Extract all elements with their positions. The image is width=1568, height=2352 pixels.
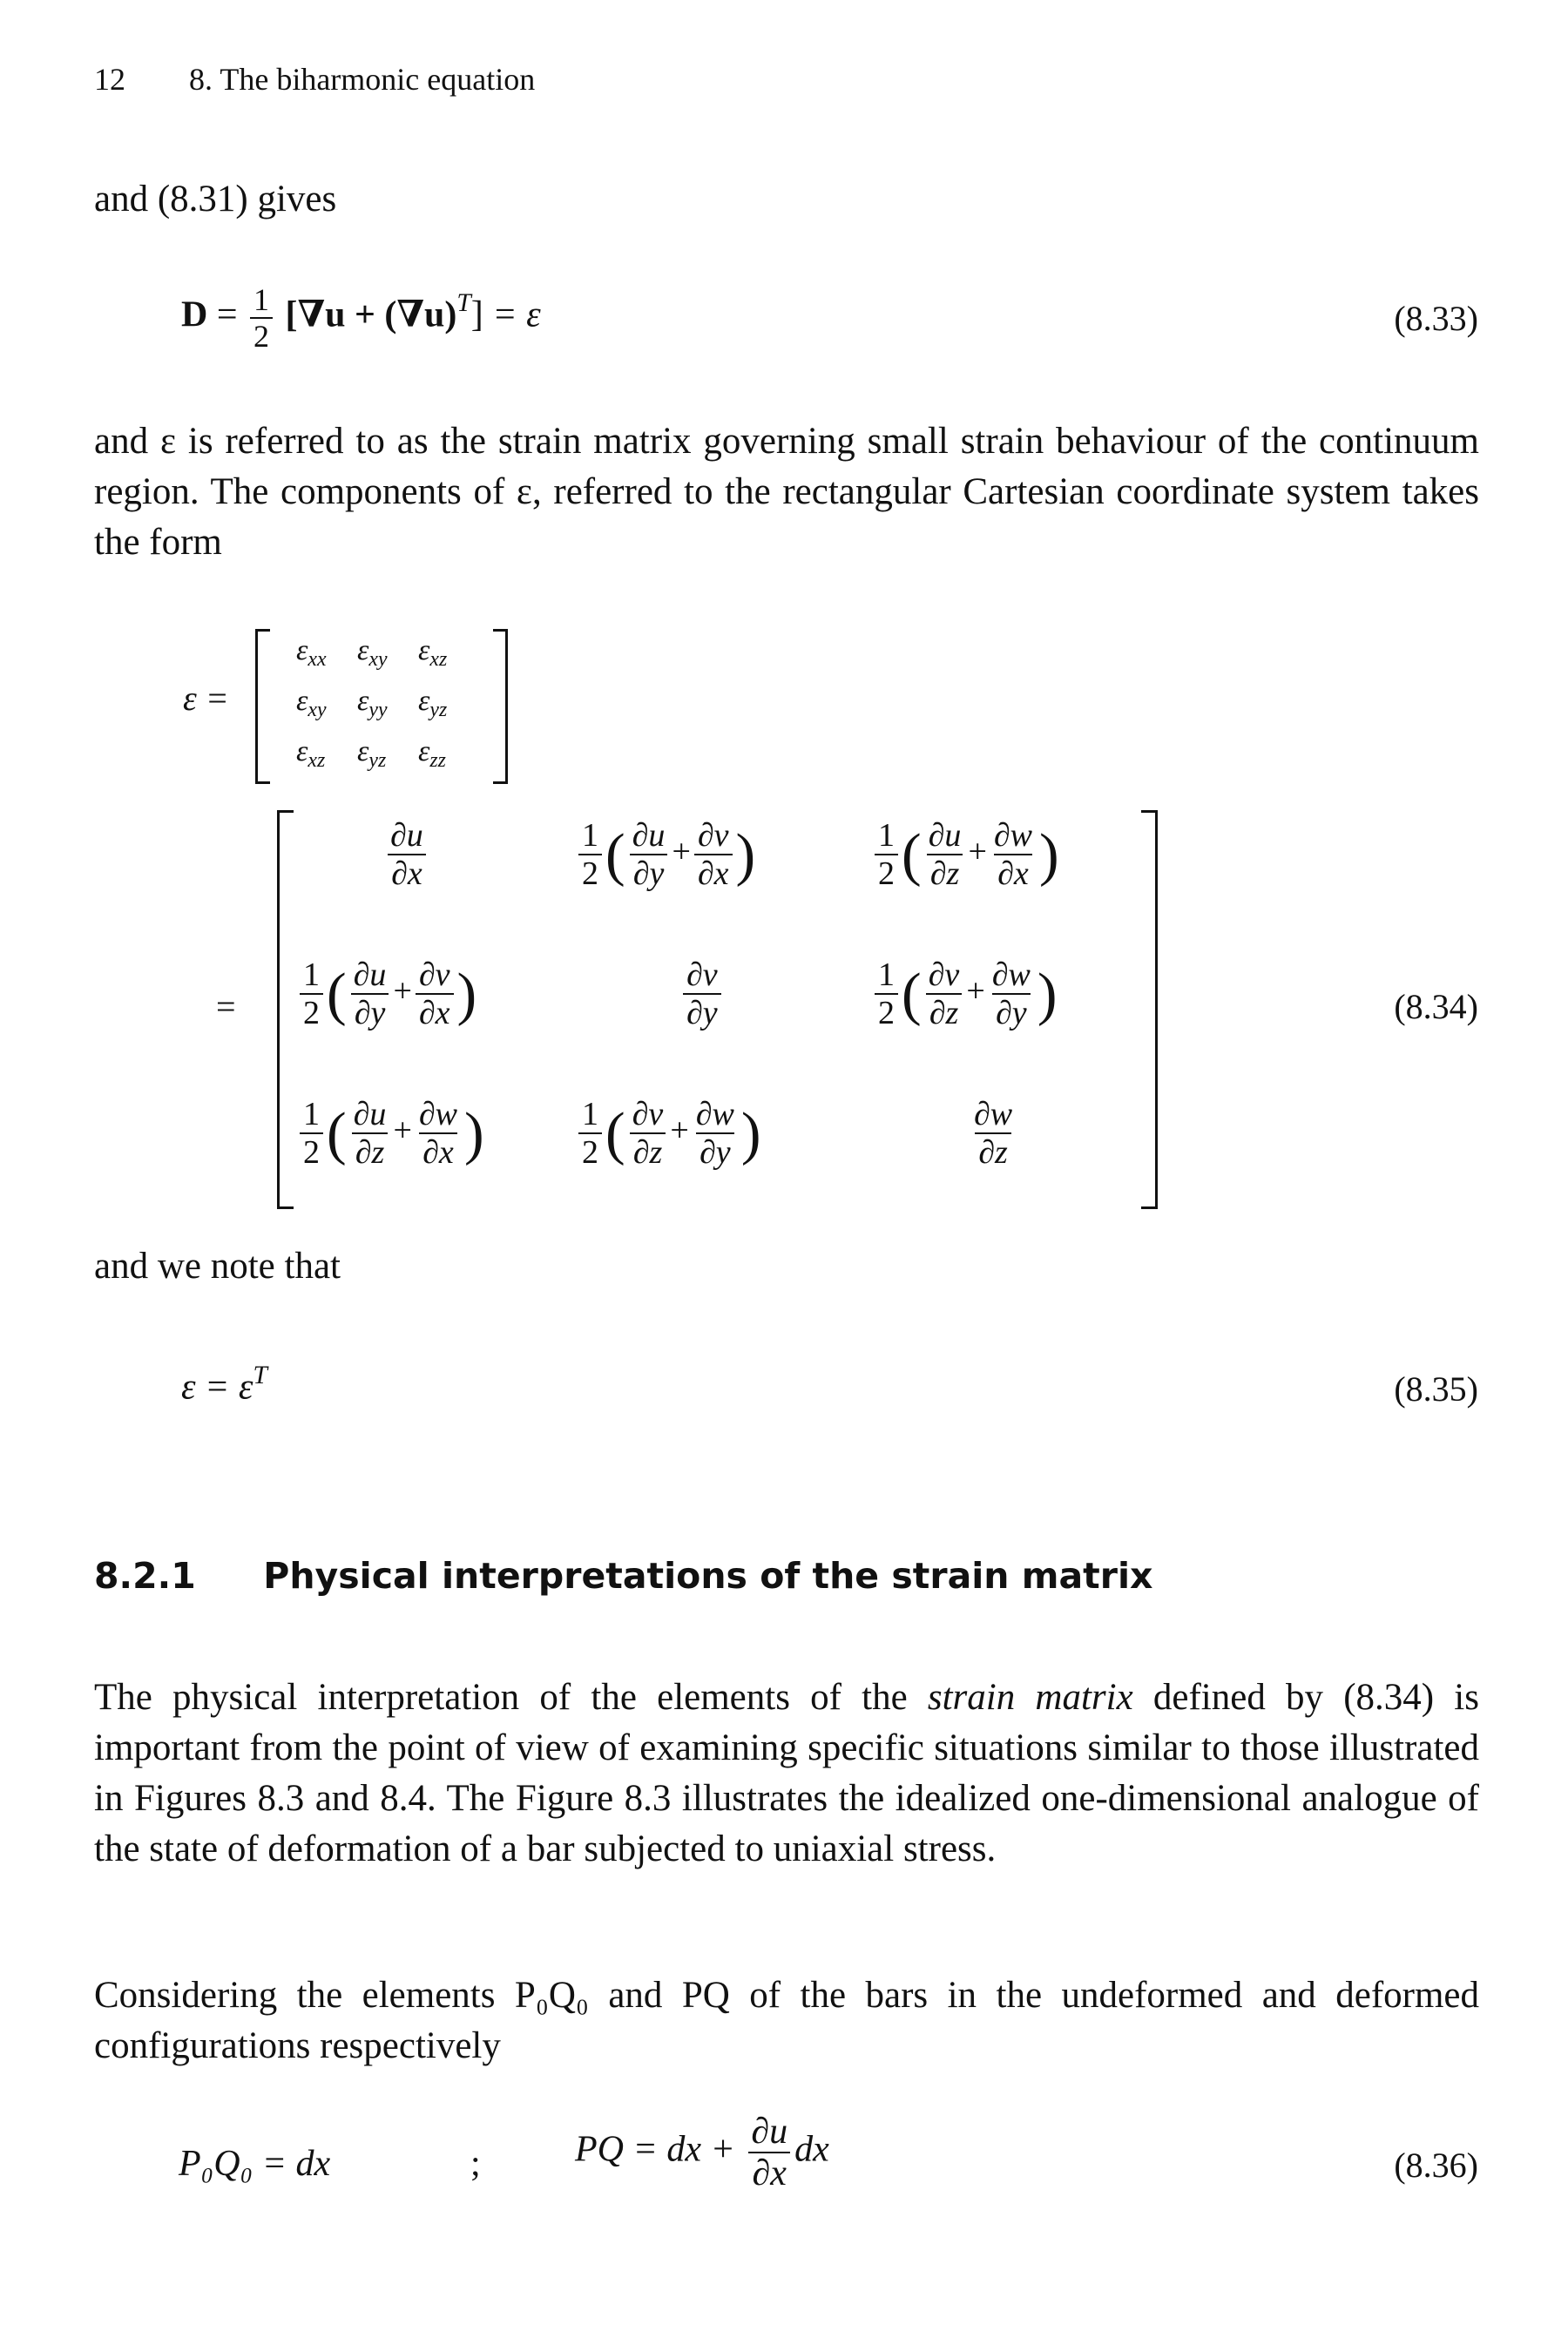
frac-den: ∂y [351, 993, 389, 1030]
eq-8-34-eq: = [216, 987, 236, 1026]
frac-num: ∂v [697, 817, 729, 854]
epsilon-subscript: yy [368, 699, 388, 722]
eq-8-36-separator: ; [470, 2144, 481, 2184]
frac-den: ∂z [926, 993, 963, 1030]
matrix-cell-2-1 [575, 1098, 761, 1169]
section-number: 8.2.1 [94, 1555, 196, 1597]
equation-label-8-33: (8.33) [1394, 299, 1478, 338]
compact-cell-1-0 [296, 685, 327, 722]
d22 [683, 958, 721, 1030]
frac-den: ∂y [630, 854, 668, 890]
half-num: 1 [582, 817, 598, 854]
matrix-cell-0-1 [575, 819, 755, 890]
paren-open: ( [605, 821, 625, 888]
d31-t1 [350, 1098, 390, 1169]
section-title: Physical interpretations of the strain matrix [263, 1555, 1153, 1597]
half [300, 1098, 323, 1169]
frac-num: ∂u [928, 817, 962, 854]
running-title: 8. The biharmonic equation [189, 62, 536, 97]
d21-t2 [416, 958, 454, 1030]
epsilon-symbol: ε [357, 634, 369, 666]
equation-label-8-35: (8.35) [1394, 1369, 1478, 1409]
epsilon-subscript: zz [429, 749, 446, 773]
eq-8-33-lhs: D [181, 294, 208, 335]
matrix-cell-0-2 [871, 819, 1059, 890]
paren-open: ( [327, 960, 347, 1027]
compact-cell-0-0 [296, 634, 327, 672]
frac-num: ∂u [353, 1096, 387, 1132]
paren-close: ) [740, 1099, 761, 1166]
matrix-cell-2-0 [296, 1098, 484, 1169]
paren-close: ) [464, 1099, 484, 1166]
frac-den: ∂z [630, 1132, 666, 1169]
epsilon-symbol: ε [357, 685, 369, 717]
frac-num: ∂v [632, 1096, 664, 1132]
matrix-cell-0-0 [383, 819, 430, 890]
equation-8-33-body [181, 284, 541, 352]
half-num: 1 [303, 956, 320, 993]
equation-8-34-compact [0, 618, 1568, 793]
epsilon-subscript: xz [308, 749, 326, 773]
running-header [94, 61, 535, 98]
d32-t1 [629, 1098, 667, 1169]
half-den: 2 [300, 993, 323, 1030]
eq-8-33-half [250, 284, 273, 352]
frac-num: ∂w [991, 956, 1031, 993]
matrix-cell-1-2 [871, 958, 1058, 1030]
equation-label-8-34: (8.34) [1394, 987, 1478, 1026]
eq-8-33-close: ] [470, 294, 483, 335]
half-den: 2 [875, 854, 898, 890]
compact-cell-0-2 [418, 634, 447, 672]
half [875, 958, 898, 1030]
half-num: 1 [303, 1096, 320, 1132]
paragraph-interpretation-b: defined by (8.34) is important from the point of view of examining specific situations similar to those illustrated in Figures 8.3 and 8.4. The Figure 8.3 illustrates the idealized one-dimensional analogue of the state of deformation of a bar subjected to uniaxial stress. [94, 1677, 1479, 1869]
epsilon-subscript: xy [308, 699, 327, 722]
paren-close: ) [456, 960, 477, 1027]
frac-den: ∂x [994, 854, 1032, 890]
frac-den: ∂x [416, 993, 454, 1030]
paragraph-strain-definition: and ε is referred to as the strain matrix governing small strain behaviour of the continuum region. The components of ε, referred to the rectangular Cartesian coordinate system takes the form [94, 421, 1479, 563]
eq-8-33-half-den: 2 [250, 317, 273, 352]
equation-8-33 [0, 272, 1568, 368]
frac-num: ∂u [390, 817, 423, 854]
d21-t1 [350, 958, 390, 1030]
half-den: 2 [875, 993, 898, 1030]
frac-num: ∂v [418, 956, 450, 993]
plus: + [393, 972, 412, 1010]
d11 [387, 819, 427, 890]
eq-8-33-gradient: [∇u + (∇u) [285, 294, 457, 335]
compact-bracket-left [255, 629, 270, 784]
d12-t1 [629, 819, 669, 890]
frac-den: ∂x [419, 1132, 457, 1169]
frac-num: ∂w [993, 817, 1032, 854]
epsilon-symbol: ε [296, 735, 308, 767]
half-num: 1 [878, 956, 895, 993]
d23-t1 [925, 958, 963, 1030]
eq-8-33-transpose: T [456, 289, 471, 318]
frac-den: ∂y [683, 993, 721, 1030]
equation-8-36 [0, 2108, 1568, 2221]
frac-num: ∂v [928, 956, 960, 993]
plus: + [393, 1112, 412, 1149]
eq-8-36-derivative [747, 2113, 791, 2192]
section-heading [94, 1555, 1152, 1597]
half-den: 2 [578, 1132, 602, 1169]
d13-t1 [925, 819, 965, 890]
frac-den: ∂z [975, 1132, 1011, 1169]
eq-8-35-body [181, 1362, 267, 1409]
matrix-bracket-left [277, 810, 294, 1209]
matrix-bracket-right [1141, 810, 1158, 1209]
frac-num: ∂w [418, 1096, 457, 1132]
eq-8-35-expr: ε = ε [181, 1367, 253, 1408]
eq-8-36-lhs2: PQ = dx + [575, 2129, 735, 2170]
eq-8-33-eq: = [216, 294, 238, 335]
compact-cell-1-1 [357, 685, 388, 722]
matrix-cell-2-2 [967, 1098, 1019, 1169]
eq-8-36-lhs1: P₀Q₀ = dx [179, 2144, 331, 2184]
epsilon-symbol: ε [418, 634, 430, 666]
compact-cell-2-1 [357, 735, 386, 773]
paren-open: ( [605, 1099, 625, 1166]
eq-8-36-rhs [575, 2113, 829, 2192]
compact-cell-2-0 [296, 735, 325, 773]
frac-den: ∂z [927, 854, 963, 890]
frac-num: ∂u [353, 956, 387, 993]
eq-8-36-den: ∂x [748, 2152, 789, 2192]
paren-close: ) [1037, 960, 1058, 1027]
frac-num: ∂u [632, 817, 666, 854]
paragraph-interpretation [94, 1673, 1479, 1875]
half-den: 2 [578, 854, 602, 890]
eq-8-35-transpose: T [253, 1362, 267, 1389]
epsilon-symbol: ε [418, 735, 430, 767]
compact-bracket-right [493, 629, 508, 784]
eq-8-36-num: ∂u [751, 2112, 788, 2152]
paragraph-note: and we note that [94, 1246, 341, 1287]
paren-close: ) [735, 821, 756, 888]
frac-den: ∂y [696, 1132, 734, 1169]
page-number: 12 [94, 62, 125, 97]
frac-den: ∂x [694, 854, 733, 890]
paren-open: ( [902, 960, 922, 1027]
half [300, 958, 323, 1030]
epsilon-subscript: yz [429, 699, 448, 722]
compact-cell-1-2 [418, 685, 447, 722]
frac-den: ∂y [992, 993, 1031, 1030]
compact-cell-2-2 [418, 735, 446, 773]
frac-den: ∂x [388, 854, 426, 890]
d32-t2 [693, 1098, 738, 1169]
plus: + [672, 833, 691, 870]
plus: + [966, 972, 985, 1010]
equation-8-35 [0, 1355, 1568, 1416]
equation-8-34-expanded [0, 801, 1568, 1220]
epsilon-subscript: xy [368, 648, 388, 672]
eq-8-33-rhs: = ε [492, 294, 541, 335]
equation-label-8-36: (8.36) [1394, 2146, 1478, 2185]
matrix-cell-1-0 [296, 958, 476, 1030]
d23-t2 [989, 958, 1034, 1030]
frac-den: ∂z [352, 1132, 389, 1169]
eq-8-34-eps-lhs: ε = [183, 679, 229, 718]
emphasis-strain-matrix: strain matrix [927, 1677, 1133, 1718]
plus: + [670, 1112, 689, 1149]
matrix-cell-1-1 [679, 958, 725, 1030]
d33 [970, 1098, 1016, 1169]
half-den: 2 [300, 1132, 323, 1169]
eq-8-33-half-num: 1 [253, 282, 270, 317]
epsilon-subscript: xx [308, 648, 327, 672]
plus: + [968, 833, 987, 870]
epsilon-symbol: ε [357, 735, 369, 767]
epsilon-symbol: ε [296, 685, 308, 717]
paragraph-considering: Considering the elements P₀Q₀ and PQ of the bars in the undeformed and deformed configurations respectively [94, 1975, 1479, 2066]
half [578, 819, 602, 890]
paragraph-interpretation-a: The physical interpretation of the elements of the [94, 1677, 928, 1718]
paren-close: ) [1039, 821, 1059, 888]
frac-num: ∂w [695, 1096, 734, 1132]
frac-num: ∂v [686, 956, 718, 993]
epsilon-symbol: ε [296, 634, 308, 666]
half-num: 1 [582, 1096, 598, 1132]
eq-8-36-tail: dx [794, 2129, 829, 2170]
frac-num: ∂w [974, 1096, 1013, 1132]
epsilon-subscript: yz [368, 749, 387, 773]
d12-t2 [694, 819, 733, 890]
half [875, 819, 898, 890]
d13-t2 [990, 819, 1036, 890]
epsilon-symbol: ε [418, 685, 430, 717]
paragraph-intro: and (8.31) gives [94, 179, 337, 220]
d31-t2 [416, 1098, 461, 1169]
half [578, 1098, 602, 1169]
paren-open: ( [902, 821, 922, 888]
epsilon-subscript: xz [429, 648, 448, 672]
half-num: 1 [878, 817, 895, 854]
compact-cell-0-1 [357, 634, 388, 672]
paren-open: ( [327, 1099, 347, 1166]
